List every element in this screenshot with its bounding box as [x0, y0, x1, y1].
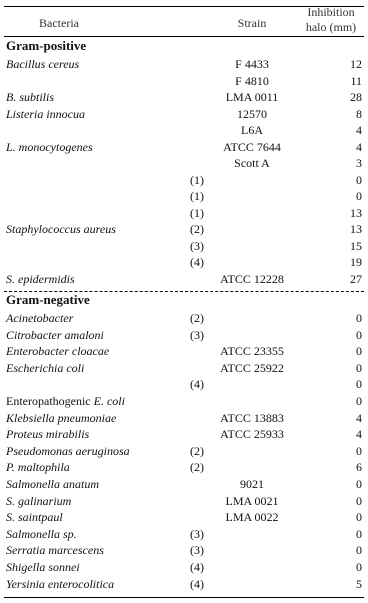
group-cell: (4)	[190, 560, 204, 574]
table-row	[4, 410, 364, 426]
halo-cell: 0	[356, 560, 362, 574]
halo-cell: 13	[350, 222, 362, 236]
strain-cell: LMA 0021	[225, 493, 279, 508]
group-cell: (1)	[190, 189, 204, 203]
bacteria-cell	[6, 139, 93, 155]
group-cell: (3)	[190, 526, 204, 541]
halo-cell: 4	[356, 427, 362, 442]
group-cell: (2)	[190, 311, 204, 325]
halo-cell: 28	[350, 90, 362, 104]
halo-cell: 0	[356, 443, 362, 458]
halo-cell: 0	[356, 510, 362, 525]
bacteria-cell	[6, 310, 73, 326]
strain-cell: ATCC 25922	[220, 360, 284, 375]
group-cell: (4)	[190, 377, 204, 392]
halo-cell: 0	[356, 311, 362, 325]
bacteria-cell	[6, 393, 125, 409]
header-inhibition-line2: halo (mm)	[305, 20, 357, 34]
header-rule	[4, 36, 364, 37]
strain-cell: F 4810	[235, 73, 269, 88]
group-cell: (1)	[190, 205, 204, 220]
table-row	[4, 310, 364, 326]
halo-cell: 8	[356, 106, 362, 121]
bacteria-cell	[6, 576, 114, 592]
bacteria-name: Klebsiella pneumoniae	[6, 410, 117, 425]
bacteria-name: Listeria innocua	[6, 106, 86, 121]
bacteria-name: Yersinia enterocolitica	[6, 576, 115, 591]
halo-cell: 15	[350, 238, 362, 253]
table-row	[4, 56, 364, 72]
table-row	[4, 139, 364, 155]
strain-cell: 9021	[240, 477, 264, 491]
table-row	[4, 271, 364, 287]
halo-cell: 3	[356, 156, 362, 170]
bacteria-name: L. monocytogenes	[6, 139, 93, 154]
table-row	[4, 155, 364, 171]
bacteria-cell	[6, 271, 75, 287]
table-row	[4, 393, 364, 409]
bacteria-name: Salmonella sp.	[6, 526, 77, 541]
table-row	[4, 205, 364, 221]
halo-cell: 0	[356, 189, 362, 203]
header-bacteria: Bacteria	[39, 16, 79, 30]
halo-cell: 11	[350, 73, 362, 88]
halo-cell: 27	[350, 271, 362, 286]
halo-cell: 19	[350, 255, 362, 269]
table-row	[4, 89, 364, 105]
strain-cell: 12570	[237, 106, 267, 121]
table-row	[4, 327, 364, 343]
strain-cell: ATCC 12228	[220, 271, 284, 286]
bacteria-name: B. subtilis	[6, 90, 55, 104]
bottom-rule	[4, 597, 364, 598]
halo-cell: 4	[356, 123, 362, 137]
halo-cell: 0	[356, 543, 362, 558]
bacteria-cell	[6, 343, 109, 359]
table-row	[4, 493, 364, 509]
strain-cell: LMA 0011	[225, 90, 279, 104]
table-row	[4, 476, 364, 492]
bacteria-cell	[6, 327, 104, 343]
bacteria-cell	[6, 542, 104, 558]
group-cell: (1)	[190, 172, 204, 187]
halo-cell: 0	[356, 526, 362, 541]
group-cell: (3)	[190, 543, 204, 558]
bacteria-cell	[6, 221, 116, 237]
bacteria-cell	[6, 443, 130, 459]
halo-cell: 0	[356, 394, 362, 408]
table-row	[4, 509, 364, 525]
table-row	[4, 188, 364, 204]
strain-cell: ATCC 7644	[223, 139, 281, 154]
bacteria-name: Acinetobacter	[6, 311, 74, 325]
bacteria-plain-text: Enteropathogenic	[6, 394, 94, 408]
group-cell: (4)	[190, 255, 204, 269]
halo-cell: 0	[356, 344, 362, 359]
halo-cell: 0	[356, 377, 362, 392]
bacteria-name: S. galinarium	[6, 493, 72, 508]
table-row	[4, 443, 364, 459]
bacteria-name: Bacillus cereus	[6, 57, 80, 71]
table-row	[4, 238, 364, 254]
bacteria-name: Escherichia coli	[6, 360, 85, 375]
table-row	[4, 376, 364, 392]
table-row	[4, 172, 364, 188]
bacteria-cell	[6, 526, 77, 542]
bacteria-cell	[6, 106, 85, 122]
bacteria-name: Serratia marcescens	[6, 543, 104, 558]
header-inhibition-line1: Inhibition	[307, 5, 355, 19]
halo-cell: 0	[356, 172, 362, 187]
table-row	[4, 542, 364, 558]
group-cell: (2)	[190, 460, 204, 475]
strain-cell: LMA 0022	[225, 510, 279, 525]
bacteria-name: S. epidermidis	[6, 271, 75, 286]
table-row	[4, 576, 364, 592]
strain-cell: ATCC 13883	[220, 410, 284, 425]
group-cell: (4)	[190, 576, 204, 591]
bacteria-cell	[6, 559, 80, 575]
halo-cell: 0	[356, 360, 362, 375]
halo-cell: 4	[356, 139, 362, 154]
bacteria-cell	[6, 426, 89, 442]
bacteria-name: E. coli	[93, 394, 125, 408]
halo-cell: 0	[356, 327, 362, 342]
halo-cell: 4	[356, 410, 362, 425]
strain-cell: ATCC 25933	[220, 427, 284, 442]
bacteria-cell	[6, 476, 99, 492]
strain-cell: F 4433	[235, 57, 269, 71]
bacteria-name: Proteus mirabilis	[6, 427, 90, 442]
section-title-gram-positive: Gram-positive	[6, 38, 87, 53]
bacteria-cell	[6, 410, 116, 426]
table-row	[4, 360, 364, 376]
bacteria-name: Salmonella anatum	[6, 477, 99, 491]
bacteria-name: Pseudomonas aeruginosa	[6, 443, 130, 458]
halo-cell: 6	[356, 460, 362, 475]
halo-cell: 13	[350, 205, 362, 220]
bacteria-cell	[6, 459, 70, 475]
table-row	[4, 426, 364, 442]
bacteria-cell	[6, 509, 63, 525]
bacteria-name: Shigella sonnei	[6, 560, 80, 574]
table-row	[4, 254, 364, 270]
bacteria-name: Staphylococcus aureus	[6, 222, 116, 236]
bacteria-name: Enterobacter cloacae	[6, 344, 110, 359]
halo-cell: 0	[356, 477, 362, 491]
table-row	[4, 559, 364, 575]
header-strain: Strain	[237, 16, 267, 30]
halo-cell: 5	[356, 576, 362, 591]
table-row	[4, 526, 364, 542]
group-cell: (2)	[190, 443, 204, 458]
bacteria-name: S. saintpaul	[6, 510, 63, 525]
table-row	[4, 221, 364, 237]
table-row	[4, 73, 364, 89]
table-row	[4, 106, 364, 122]
strain-cell: ATCC 23355	[220, 344, 284, 359]
table-row	[4, 343, 364, 359]
halo-cell: 0	[356, 493, 362, 508]
header-inhibition-halo	[298, 5, 364, 35]
group-cell: (3)	[190, 327, 204, 342]
table-row	[4, 122, 364, 138]
table-row	[4, 459, 364, 475]
strain-cell: Scott A	[234, 156, 270, 170]
section-title-gram-negative: Gram-negative	[6, 292, 90, 307]
group-cell: (2)	[190, 222, 204, 236]
bacteria-name: Citrobacter amaloni	[6, 327, 104, 342]
bacteria-cell	[6, 493, 71, 509]
group-cell: (3)	[190, 238, 204, 253]
bacteria-cell	[6, 360, 84, 376]
bacteria-cell	[6, 89, 54, 105]
bacteria-cell	[6, 56, 79, 72]
strain-cell: L6A	[241, 123, 263, 137]
bacteria-name: P. maltophila	[6, 460, 70, 475]
halo-cell: 12	[350, 57, 362, 71]
